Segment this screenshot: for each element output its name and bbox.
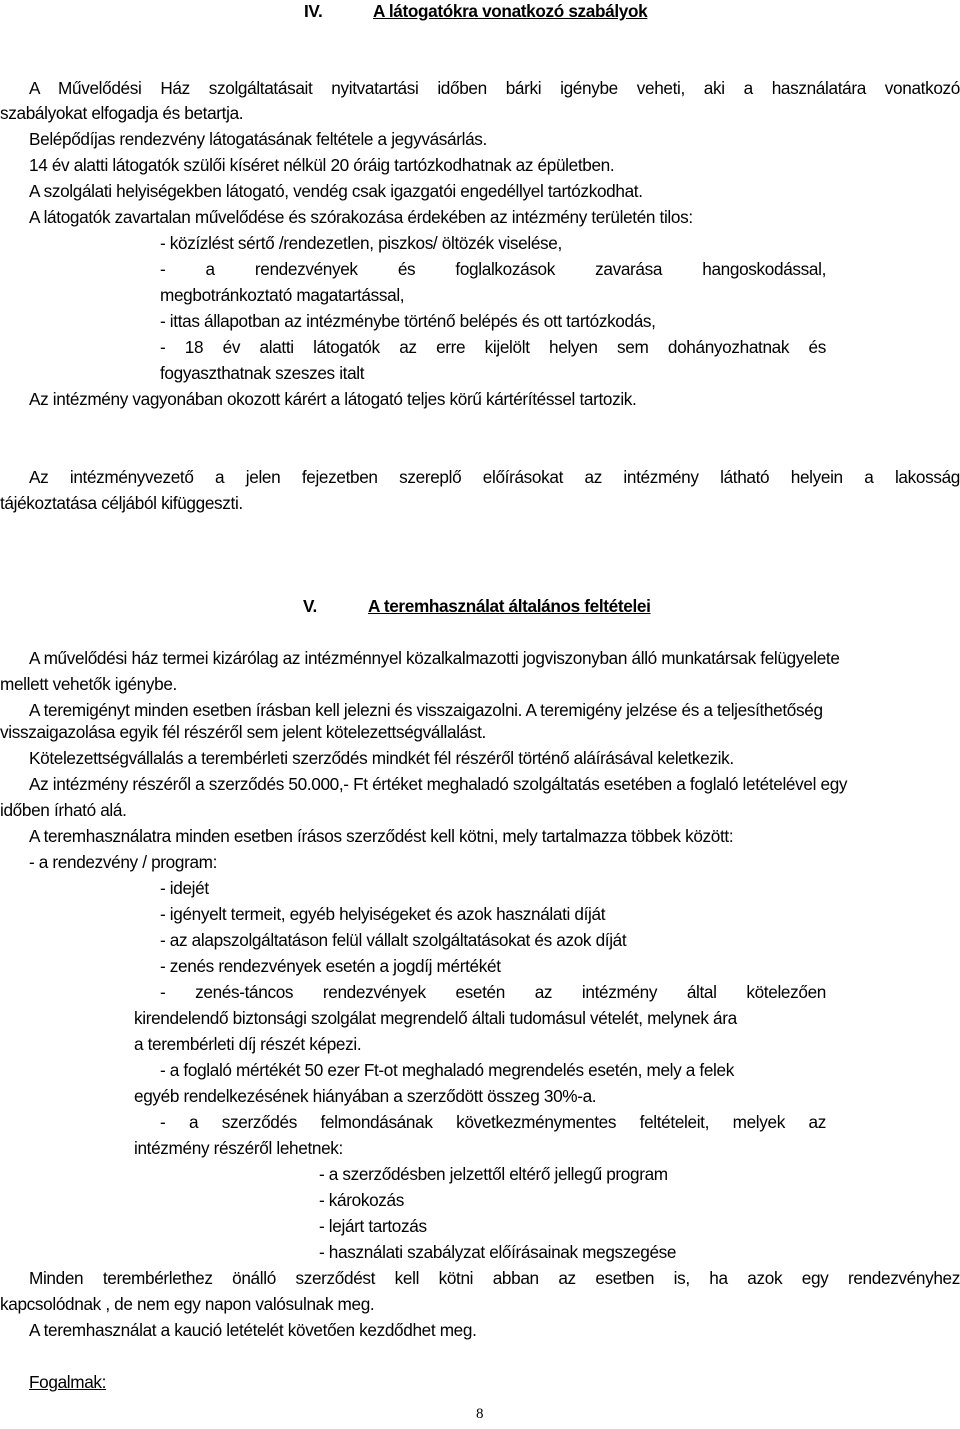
sub-list-item-continuation: intézmény részéről lehetnek:	[134, 1138, 343, 1158]
paragraph-line: A szolgálati helyiségekben látogató, vendég csak igazgatói engedéllyel tartózkodhat.	[29, 181, 643, 201]
paragraph-line: tájékoztatása céljából kifüggeszti.	[0, 493, 243, 513]
paragraph-line: A művelődési ház termei kizárólag az intézménnyel közalkalmazotti jogviszonyban álló munkatársak felügyelete	[29, 648, 840, 668]
paragraph-line: időben írható alá.	[0, 800, 127, 820]
paragraph-line: Kötelezettségvállalás a terembérleti szerződés mindkét fél részéről történő aláírásával keletkezik.	[29, 748, 734, 768]
paragraph-line: Minden terembérlethez önálló szerződést kell kötni abban az esetben is, ha azok egy rendezvényhez	[29, 1268, 960, 1288]
sub-list-item-continuation: kirendelendő biztonsági szolgálat megrendelő általi tudomásul vételét, melynek ára	[134, 1008, 737, 1028]
list-item: - a rendezvény / program:	[29, 852, 218, 872]
sub-list-item: - az alapszolgáltatáson felül vállalt szolgáltatásokat és azok díját	[160, 930, 627, 950]
sub-list-item: - zenés rendezvények esetén a jogdíj mértékét	[160, 956, 501, 976]
paragraph-line: Az intézmény részéről a szerződés 50.000,- Ft értéket meghaladó szolgáltatás esetében a foglaló letételével egy	[29, 774, 848, 794]
section-4-title: A látogatókra vonatkozó szabályok	[373, 1, 648, 21]
fogalmak-heading: Fogalmak:	[29, 1372, 107, 1392]
paragraph-line: 14 év alatti látogatók szülői kíséret nélkül 20 óráig tartózkodhatnak az épületben.	[29, 155, 615, 175]
sub-list-item: - idejét	[160, 878, 209, 898]
paragraph-line: kapcsolódnak , de nem egy napon valósulnak meg.	[0, 1294, 375, 1314]
sub-list-item: - igényelt termeit, egyéb helyiségeket és azok használati díját	[160, 904, 606, 924]
paragraph-line: A teremhasználat a kaució letételét követően kezdődhet meg.	[29, 1320, 477, 1340]
paragraph-line: A teremhasználatra minden esetben írásos szerződést kell kötni, mely tartalmazza többek között:	[29, 826, 734, 846]
list-item-continuation: megbotránkoztató magatartással,	[160, 285, 405, 305]
paragraph-line: visszaigazolása egyik fél részéről sem jelent kötelezettségvállalást.	[0, 722, 486, 742]
paragraph-line: A teremigényt minden esetben írásban kell jelezni és visszaigazolni. A teremigény jelzése és a teljesíthetőség	[29, 700, 823, 720]
sub-list-item: - a szerződés felmondásának következménymentes feltételeit, melyek az	[160, 1112, 826, 1132]
nested-list-item: - károkozás	[319, 1190, 404, 1210]
list-item: - ittas állapotban az intézménybe történő belépés és ott tartózkodás,	[160, 311, 656, 331]
paragraph-line: szabályokat elfogadja és betartja.	[0, 103, 244, 123]
paragraph-line: A látogatók zavartalan művelődése és szórakozása érdekében az intézmény területén tilos:	[29, 207, 693, 227]
paragraph-line: Belépődíjas rendezvény látogatásának feltétele a jegyvásárlás.	[29, 129, 487, 149]
list-item: - a rendezvények és foglalkozások zavarása hangoskodással,	[160, 259, 826, 279]
section-5-number: V.	[303, 596, 317, 616]
sub-list-item: - a foglaló mértékét 50 ezer Ft-ot meghaladó megrendelés esetén, mely a felek	[160, 1060, 734, 1080]
paragraph-line: Az intézményvezető a jelen fejezetben szereplő előírásokat az intézmény látható helyein a lakosság	[29, 467, 960, 487]
page-number: 8	[476, 1406, 484, 1422]
paragraph-line: mellett vehetők igénybe.	[0, 674, 177, 694]
nested-list-item: - lejárt tartozás	[319, 1216, 427, 1236]
sub-list-item-continuation: egyéb rendelkezésének hiányában a szerződött összeg 30%-a.	[134, 1086, 597, 1106]
nested-list-item: - használati szabályzat előírásainak megszegése	[319, 1242, 677, 1262]
list-item-continuation: fogyaszthatnak szeszes italt	[160, 363, 365, 383]
paragraph-line: A Művelődési Ház szolgáltatásait nyitvatartási időben bárki igénybe veheti, aki a használatára vonatkozó	[29, 78, 960, 98]
section-4-number: IV.	[304, 1, 323, 21]
list-item: - közízlést sértő /rendezetlen, piszkos/ öltözék viselése,	[160, 233, 562, 253]
section-5-title: A teremhasználat általános feltételei	[368, 596, 651, 616]
paragraph-line: Az intézmény vagyonában okozott kárért a látogató teljes körű kártérítéssel tartozik.	[29, 389, 637, 409]
list-item: - 18 év alatti látogatók az erre kijelölt helyen sem dohányozhatnak és	[160, 337, 826, 357]
sub-list-item-continuation: a terembérleti díj részét képezi.	[134, 1034, 362, 1054]
nested-list-item: - a szerződésben jelzettől eltérő jellegű program	[319, 1164, 668, 1184]
sub-list-item: - zenés-táncos rendezvények esetén az intézmény által kötelezően	[160, 982, 826, 1002]
